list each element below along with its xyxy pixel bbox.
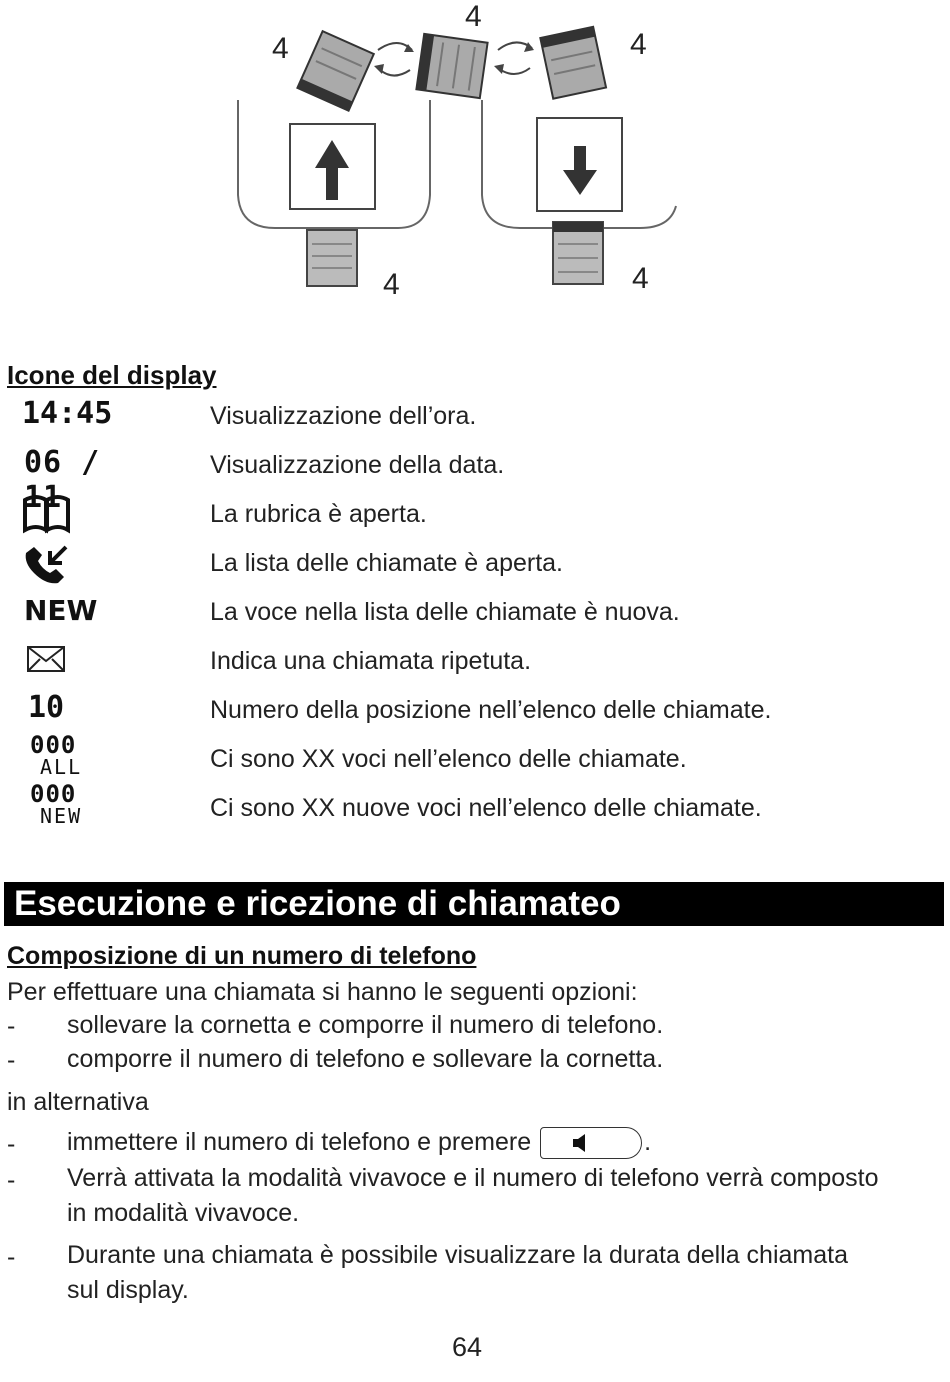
phonebook-icon xyxy=(20,492,150,540)
bullet-speaker-text: immettere il numero di telefono e premere xyxy=(67,1128,532,1156)
icon-row-position xyxy=(0,688,950,736)
icon-row-new xyxy=(0,590,950,638)
envelope-icon xyxy=(20,639,150,687)
diagram-label: 4 xyxy=(465,0,482,33)
time-display-icon: 14:45 xyxy=(22,396,113,431)
date-display-icon: 06 / 11 xyxy=(24,445,101,515)
icon-row-call-list xyxy=(0,541,950,589)
handset-charging-diagram xyxy=(0,0,950,330)
icon-row-all-count xyxy=(0,731,950,785)
icon-description: La voce nella lista delle chiamate è nuova. xyxy=(210,598,680,626)
position-number-icon: 10 xyxy=(28,690,65,725)
icon-description: Ci sono XX nuove voci nell’elenco delle chiamate. xyxy=(210,794,762,822)
diagram-label: 4 xyxy=(272,32,289,65)
diagram-label: 4 xyxy=(632,262,649,295)
icon-description: Visualizzazione della data. xyxy=(210,451,505,479)
display-icons-title: Icone del display xyxy=(7,360,217,390)
diagram-label: 4 xyxy=(383,268,400,301)
speaker-button-icon xyxy=(540,1127,642,1159)
bullet-item: sollevare la cornetta e comporre il numero di telefono. xyxy=(67,1011,664,1039)
icon-row-repeat xyxy=(0,639,950,687)
icon-description: Visualizzazione dell’ora. xyxy=(210,402,477,430)
icon-description: Numero della posizione nell’elenco delle chiamate. xyxy=(210,696,772,724)
bullet-dash: - xyxy=(7,1243,16,1271)
icon-row-time xyxy=(0,394,950,442)
icon-description: La rubrica è aperta. xyxy=(210,500,427,528)
all-count-icon: 000 ALL xyxy=(30,731,83,779)
bullet-dash: - xyxy=(7,1012,16,1040)
bullet-dash: - xyxy=(7,1166,16,1194)
bullet-dash: - xyxy=(7,1130,16,1158)
alternative-label: in alternativa xyxy=(7,1088,149,1116)
icon-row-new-count xyxy=(0,780,950,834)
dial-intro: Per effettuare una chiamata si hanno le seguenti opzioni: xyxy=(7,978,638,1006)
dial-section-title: Composizione di un numero di telefono xyxy=(7,942,477,970)
bullet-item: Durante una chiamata è possibile visualizzare la durata della chiamata sul display. xyxy=(67,1241,848,1304)
section-banner: Esecuzione e ricezione di chiamateo xyxy=(4,882,944,926)
icon-description: Ci sono XX voci nell’elenco delle chiamate. xyxy=(210,745,687,773)
new-count-icon: 000 NEW xyxy=(30,780,83,828)
bullet-item-speaker xyxy=(67,1125,927,1160)
icon-description: La lista delle chiamate è aperta. xyxy=(210,549,563,577)
icon-description: Indica una chiamata ripetuta. xyxy=(210,647,532,675)
bullet-dash: - xyxy=(7,1046,16,1074)
handset-base-illustration xyxy=(0,0,950,330)
call-list-icon xyxy=(20,541,150,589)
new-icon: NEW xyxy=(24,594,98,627)
bullet-item: Verrà attivata la modalità vivavoce e il numero di telefono verrà composto in modalità vivavoce. xyxy=(67,1164,879,1227)
bullet-speaker-end: . xyxy=(644,1128,652,1156)
icon-row-phonebook xyxy=(0,492,950,540)
diagram-label: 4 xyxy=(630,28,647,61)
page-number: 64 xyxy=(452,1332,483,1362)
bullet-item: comporre il numero di telefono e sollevare la cornetta. xyxy=(67,1045,664,1073)
